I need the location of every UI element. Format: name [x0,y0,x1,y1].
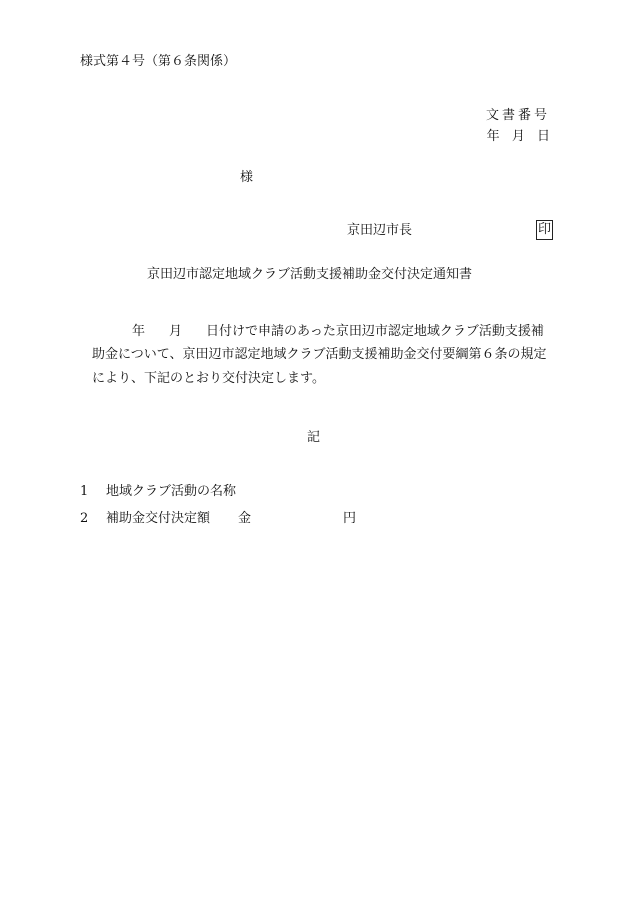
item-number: 2 [80,511,89,526]
date-line [487,129,550,145]
issuer-name: 京田辺市長 [347,223,413,238]
ki-heading: 記 [307,430,321,445]
addressee-suffix: 様 [240,170,254,185]
amount-unit: 円 [343,511,357,526]
document-title: 京田辺市認定地域クラブ活動支援補助金交付決定通知書 [147,267,473,282]
seal-mark: 印 [536,220,553,240]
body-paragraph [92,320,552,390]
list-item [80,484,236,500]
item-label: 地域クラブ活動の名称 [106,484,237,499]
item-number: 1 [80,484,89,499]
date-day: 日 [536,129,550,144]
body-year: 年 [132,324,146,339]
form-number: 様式第４号（第６条関係） [80,54,237,69]
item-label: 補助金交付決定額 [106,511,211,526]
date-month: 月 [511,129,525,144]
date-year: 年 [486,129,500,144]
amount-prefix: 金 [238,511,252,526]
document-number: 文書番号 [485,108,550,123]
body-month: 月 [169,324,183,339]
list-item [80,511,356,527]
body-text: 日付けで申請のあった京田辺市認定地域クラブ活動支援補助金について、京田辺市認定地域クラブ活動支援補助金交付要綱第６条の規定により、下記のとおり交付決定します。 [92,324,547,386]
